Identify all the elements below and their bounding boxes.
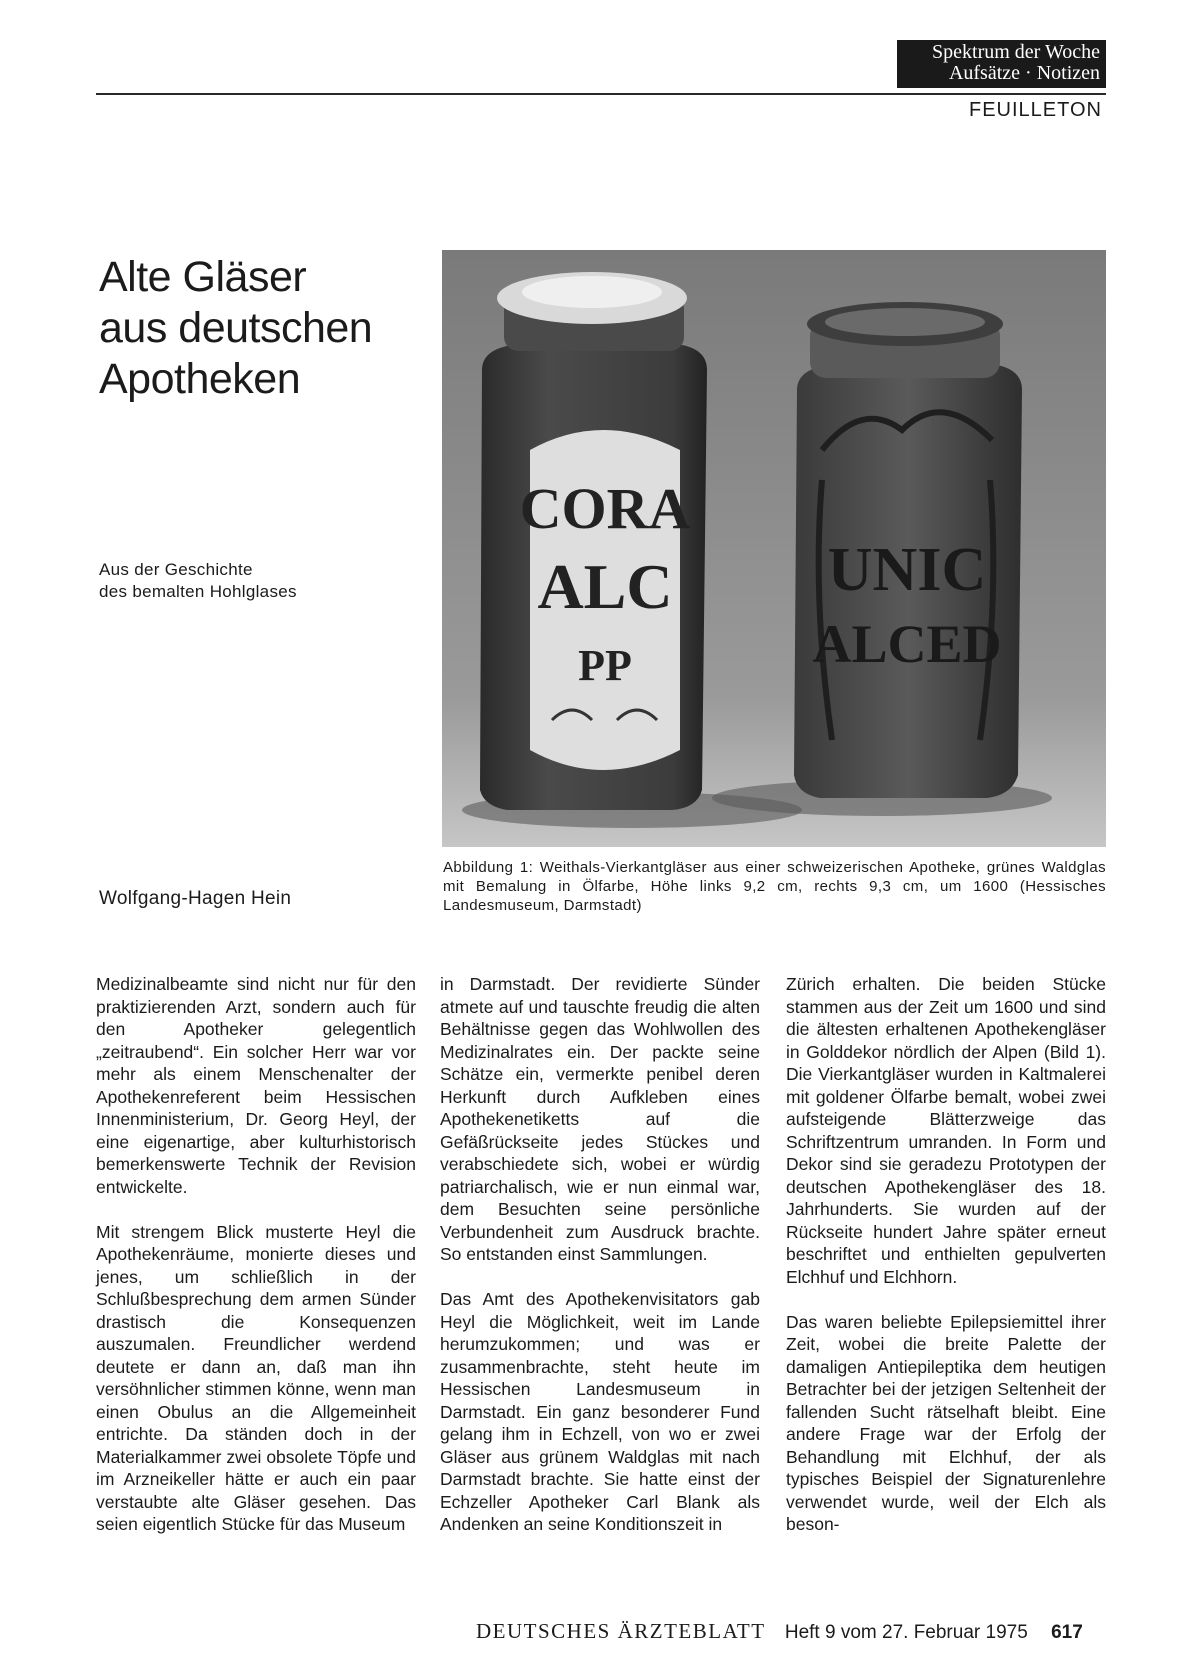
paragraph: Mit strengem Blick musterte Heyl die Apothekenräume, monierte dieses und jenes, um schließlich in der Schlußbesprechung dem armen Sünder drastisch die Konsequenzen auszumalen. Freundlicher werdend deutete er dann an, daß man ihn versöhnlicher stimmen könne, wenn man einen Obulus an die Allgemeinheit entrichte. Da ständen doch in der Materialkammer zwei obsolete Töpfe und im Arzneikeller hätte er auch ein paar verstaubte alte Gläser gesehen. Das seien eigentlich Stücke für das Museum — [96, 1221, 416, 1534]
figure-caption: Abbildung 1: Weithals-Vierkantgläser aus einer schweizerischen Apotheke, grünes Waldglas mit Bemalung in Ölfarbe, Höhe links 9,2 cm, rechts 9,3 cm, um 1600 (Hessisches Landesmuseum, Darmstadt) — [443, 859, 1106, 914]
article-subtitle — [99, 559, 297, 603]
journal-name: DEUTSCHES ÄRZTEBLATT — [476, 1619, 766, 1643]
left-jar-label-line-3: PP — [578, 641, 632, 690]
article-title — [99, 252, 372, 405]
paragraph: Das waren beliebte Epilepsiemittel ihrer Zeit, wobei die breite Palette der damaligen Antiepileptika dem heutigen Betrachter bei der jetzigen Seltenheit der fallenden Sucht rätselhaft bleibt. Eine andere Frage war der Erfolg der Behandlung mit Elchhuf, der als typisches Beispiel der Signaturenlehre verwendet wurde, weil der Elch als beson- — [786, 1311, 1106, 1534]
paragraph: Das Amt des Apothekenvisitators gab Heyl die Möglichkeit, weit im Lande herumzukommen; und was er zusammenbrachte, steht heute im Hessischen Landesmuseum in Darmstadt. Ein ganz besonderer Fund gelang ihm in Echzell, von wo er zwei Gläser aus grünem Waldglas mit nach Darmstadt brachte. Sie hatte einst der Echzeller Apotheker Carl Blank als Andenken an seine Konditionszeit in — [440, 1289, 760, 1534]
body-column-1 — [96, 973, 416, 1558]
left-jar-label-line-1: CORA — [519, 476, 691, 541]
section-label: FEUILLETON — [969, 99, 1102, 121]
header-rule — [96, 93, 1106, 95]
rubric-line-2: Aufsätze · Notizen — [948, 62, 1100, 84]
paragraph: in Darmstadt. Der revidierte Sünder atmete auf und tauschte freudig die alten Behältnisse gegen das Wohlwollen des Medizinalrates ein. Der packte seine Schätze ein, vermerkte penibel deren Herkunft durch Aufkleben eines Apothekenetiketts auf die Gefäßrückseite jedes Stückes und verabschiedete sich, wobei er würdig patriarchalisch, wie er nun einmal war, dem Besuchten seine persönliche Verbundenheit zum Ausdruck brachte. So entstanden einst Sammlungen. — [440, 974, 760, 1264]
title-line-2: aus deutschen — [99, 304, 373, 352]
title-line-1: Alte Gläser — [99, 253, 307, 301]
subtitle-line-2: des bemalten Hohlglases — [99, 582, 297, 601]
right-jar-label-line-1: UNIC — [827, 536, 987, 604]
subtitle-line-1: Aus der Geschichte — [99, 560, 253, 579]
apothecary-jars-image — [442, 250, 1106, 847]
body-column-2 — [440, 973, 760, 1558]
left-jar-label-line-2: ALC — [537, 551, 673, 622]
paragraph: Medizinalbeamte sind nicht nur für den praktizierenden Arzt, sondern auch für den Apotheker gelegentlich „zeitraubend“. Ein solcher Herr war vor mehr als einem Menschenalter der Apothekenreferent beim Hessischen Innenministerium, Dr. Georg Heyl, der eine eigenartige, aber kulturhistorisch bemerkenswerte Technik der Revision entwickelte. — [96, 974, 416, 1197]
page-footer — [476, 1619, 1106, 1644]
rubric-badge — [897, 40, 1106, 88]
issue-info: Heft 9 vom 27. Februar 1975 — [784, 1622, 1028, 1643]
left-jar — [480, 272, 707, 810]
page-number: 617 — [1051, 1622, 1083, 1643]
figure-photo — [442, 250, 1106, 847]
title-line-3: Apotheken — [99, 355, 301, 403]
right-jar-label-line-2: ALCED — [812, 614, 1002, 674]
paragraph: Zürich erhalten. Die beiden Stücke stammen aus der Zeit um 1600 und sind die ältesten erhaltenen Apothekengläser in Golddekor nördlich der Alpen (Bild 1). Die Vierkantgläser wurden in Kaltmalerei mit goldener Ölfarbe bemalt, wobei zwei aufsteigende Blätterzweige das Schriftzentrum umranden. In Form und Dekor sind sie geradezu Prototypen der deutschen Apothekengläser des 18. Jahrhunderts. Sie wurden auf der Rückseite hundert Jahre später erneut beschriftet und enthielten gepulverten Elchhuf und Elchhorn. — [786, 974, 1106, 1287]
rubric-line-1: Spektrum der Woche — [932, 41, 1100, 63]
body-column-3 — [786, 973, 1106, 1558]
author-name: Wolfgang-Hagen Hein — [99, 888, 292, 909]
right-jar — [794, 302, 1022, 798]
